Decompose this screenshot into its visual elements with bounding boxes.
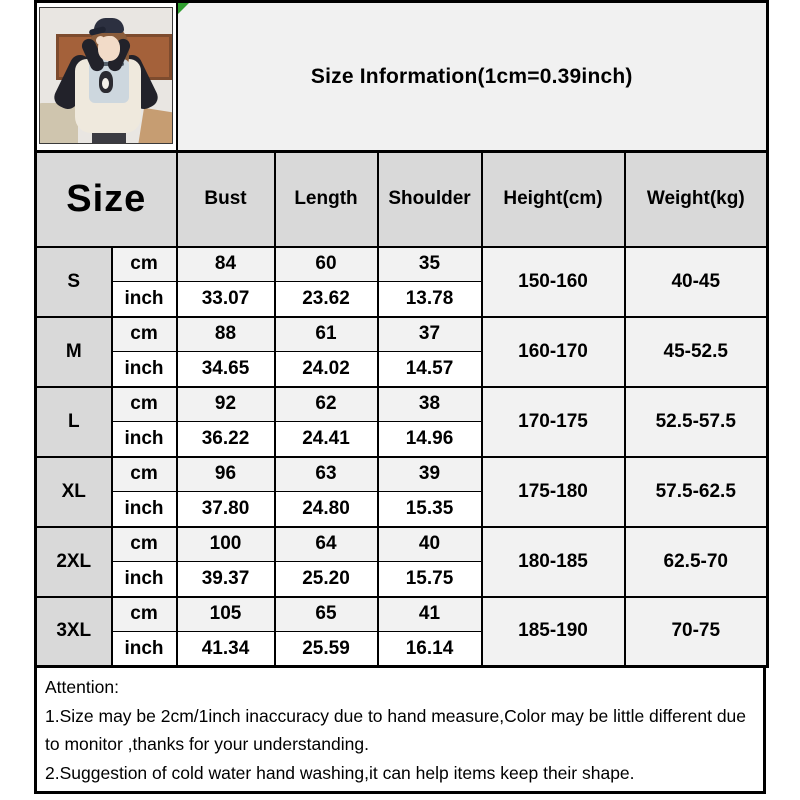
shoulder-inch-value: 15.75 [378,562,482,597]
length-cm-value: 64 [275,527,378,562]
shoulder-cm-value: 41 [378,597,482,632]
bust-inch-value: 39.37 [177,562,275,597]
title-cell [177,2,768,152]
size-label: M [36,317,112,387]
column-header-shoulder: Shoulder [378,152,482,247]
height-range-value: 150-160 [482,247,625,317]
unit-label-inch: inch [112,352,177,387]
height-range-value: 185-190 [482,597,625,667]
weight-range-value: 70-75 [625,597,768,667]
length-cm-value: 65 [275,597,378,632]
header-row [36,152,768,247]
unit-label-inch: inch [112,492,177,527]
photo-floor-corner [137,108,173,144]
attention-line-2: 2.Suggestion of cold water hand washing,it can help items keep their shape. [45,763,635,784]
unit-label-cm: cm [112,457,177,492]
size-row-cm [36,527,768,562]
length-cm-value: 63 [275,457,378,492]
shoulder-cm-value: 40 [378,527,482,562]
length-inch-value: 24.41 [275,422,378,457]
column-header-height: Height(cm) [482,152,625,247]
length-inch-value: 24.80 [275,492,378,527]
shoulder-inch-value: 13.78 [378,282,482,317]
weight-range-value: 40-45 [625,247,768,317]
size-label: 3XL [36,597,112,667]
length-cm-value: 61 [275,317,378,352]
weight-range-value: 57.5-62.5 [625,457,768,527]
length-inch-value: 23.62 [275,282,378,317]
shoulder-inch-value: 15.35 [378,492,482,527]
size-row-cm [36,317,768,352]
unit-label-cm: cm [112,597,177,632]
shoulder-cm-value: 39 [378,457,482,492]
unit-label-cm: cm [112,317,177,352]
size-row-cm [36,457,768,492]
size-chart-layout [34,0,766,794]
size-row-cm [36,387,768,422]
bust-inch-value: 37.80 [177,492,275,527]
height-range-value: 175-180 [482,457,625,527]
bust-cm-value: 88 [177,317,275,352]
unit-label-cm: cm [112,247,177,282]
shoulder-cm-value: 37 [378,317,482,352]
weight-range-value: 52.5-57.5 [625,387,768,457]
weight-range-value: 62.5-70 [625,527,768,597]
unit-label-inch: inch [112,562,177,597]
bust-cm-value: 100 [177,527,275,562]
size-label: S [36,247,112,317]
penguin-graphic [99,71,113,93]
size-row-cm [36,597,768,632]
column-header-weight: Weight(kg) [625,152,768,247]
shoulder-inch-value: 16.14 [378,632,482,667]
product-photo-cell [36,2,177,152]
unit-label-inch: inch [112,282,177,317]
unit-label-cm: cm [112,527,177,562]
shoulder-cm-value: 38 [378,387,482,422]
length-inch-value: 24.02 [275,352,378,387]
column-header-size: Size [36,152,177,247]
attention-title: Attention: [45,677,119,697]
column-header-bust: Bust [177,152,275,247]
shoulder-inch-value: 14.96 [378,422,482,457]
column-header-length: Length [275,152,378,247]
height-range-value: 180-185 [482,527,625,597]
length-cm-value: 60 [275,247,378,282]
length-inch-value: 25.20 [275,562,378,597]
height-range-value: 160-170 [482,317,625,387]
bust-cm-value: 84 [177,247,275,282]
weight-range-value: 45-52.5 [625,317,768,387]
top-row [36,2,768,152]
bust-cm-value: 96 [177,457,275,492]
size-rows [36,247,768,667]
attention-line-1: 1.Size may be 2cm/1inch inaccuracy due to hand measure,Color may be little different due to monitor ,thanks for your understanding. [45,705,747,755]
attention-box [34,668,766,794]
bust-inch-value: 41.34 [177,632,275,667]
size-row-cm [36,247,768,282]
size-label: XL [36,457,112,527]
photo-chair [39,103,78,144]
bust-cm-value: 105 [177,597,275,632]
size-label: L [36,387,112,457]
page-title: Size Information(1cm=0.39inch) [310,64,633,88]
shoulder-cm-value: 35 [378,247,482,282]
bust-inch-value: 34.65 [177,352,275,387]
product-photo [39,7,173,144]
height-range-value: 170-175 [482,387,625,457]
unit-label-inch: inch [112,422,177,457]
bust-inch-value: 36.22 [177,422,275,457]
green-corner-marker-icon [178,3,189,14]
size-table [34,0,769,668]
unit-label-cm: cm [112,387,177,422]
bust-cm-value: 92 [177,387,275,422]
shoulder-inch-value: 14.57 [378,352,482,387]
length-cm-value: 62 [275,387,378,422]
length-inch-value: 25.59 [275,632,378,667]
size-label: 2XL [36,527,112,597]
unit-label-inch: inch [112,632,177,667]
bust-inch-value: 33.07 [177,282,275,317]
